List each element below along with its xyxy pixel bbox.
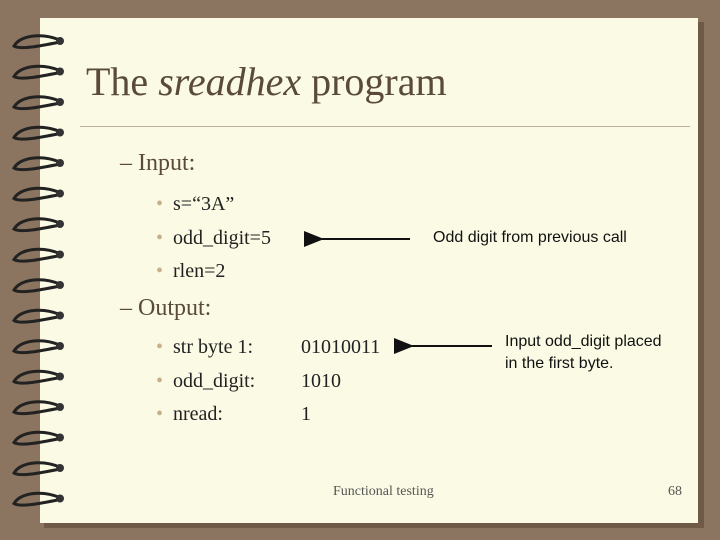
page-number: 68 xyxy=(668,484,682,499)
binding-hole-icon xyxy=(56,342,64,350)
binding-hole-icon xyxy=(56,403,64,411)
title-divider xyxy=(80,126,690,127)
output-heading: – Output: xyxy=(120,295,212,321)
binding-ring-icon xyxy=(14,219,60,231)
binding-hole-icon xyxy=(56,98,64,106)
output-item xyxy=(156,370,255,393)
binding-hole-icon xyxy=(56,434,64,442)
bullet-icon: • xyxy=(156,403,164,425)
bullet-icon: • xyxy=(156,260,164,282)
title-prefix: The xyxy=(86,59,159,104)
binding-hole-icon xyxy=(56,312,64,320)
footer-text: Functional testing xyxy=(333,484,434,499)
binding-hole-icon xyxy=(56,37,64,45)
output-item-label: str byte 1: xyxy=(173,336,254,358)
binding-ring-icon xyxy=(14,310,60,322)
bullet-icon: • xyxy=(156,227,164,249)
placed-note-line: Input odd_digit placed xyxy=(505,333,662,350)
binding-ring-icon xyxy=(14,341,60,353)
input-item xyxy=(156,193,234,216)
binding-ring-icon xyxy=(14,127,60,139)
binding-hole-icon xyxy=(56,220,64,228)
input-item xyxy=(156,227,271,250)
binding-ring-icon xyxy=(14,249,60,261)
binding-hole-icon xyxy=(56,251,64,259)
input-item-text: s=“3A” xyxy=(173,193,235,215)
binding-ring-icon xyxy=(14,158,60,170)
binding-hole-icon xyxy=(56,68,64,76)
placed-note xyxy=(505,331,662,375)
bullet-icon: • xyxy=(156,370,164,392)
input-heading: – Input: xyxy=(120,150,196,176)
binding-hole-icon xyxy=(56,464,64,472)
binding-ring-icon xyxy=(14,280,60,292)
input-item-text: odd_digit=5 xyxy=(173,227,271,249)
binding-ring-icon xyxy=(14,66,60,78)
output-value: 01010011 xyxy=(301,336,381,358)
binding-ring-icon xyxy=(14,188,60,200)
binding-ring-icon xyxy=(14,36,60,48)
bullet-icon: • xyxy=(156,336,164,358)
input-item-text: rlen=2 xyxy=(173,260,226,282)
title-suffix: program xyxy=(301,59,447,104)
input-item xyxy=(156,260,225,283)
binding-hole-icon xyxy=(56,159,64,167)
title-italic: sreadhex xyxy=(158,59,302,104)
output-item xyxy=(156,403,223,426)
binding-ring-icon xyxy=(14,463,60,475)
binding-hole-icon xyxy=(56,373,64,381)
binding-ring-icon xyxy=(14,371,60,383)
bullet-icon: • xyxy=(156,193,164,215)
spiral-binding-icon xyxy=(0,0,80,540)
binding-hole-icon xyxy=(56,495,64,503)
odd-digit-note: Odd digit from previous call xyxy=(433,229,627,246)
output-value: 1010 xyxy=(301,370,341,392)
output-item-label: odd_digit: xyxy=(173,370,256,392)
binding-hole-icon xyxy=(56,190,64,198)
placed-note-line: in the first byte. xyxy=(505,355,614,372)
binding-ring-icon xyxy=(14,493,60,505)
binding-ring-icon xyxy=(14,432,60,444)
binding-hole-icon xyxy=(56,281,64,289)
output-item xyxy=(156,336,253,359)
output-item-label: nread: xyxy=(173,403,223,425)
binding-ring-icon xyxy=(14,402,60,414)
binding-ring-icon xyxy=(14,97,60,109)
output-value: 1 xyxy=(301,403,311,425)
binding-hole-icon xyxy=(56,129,64,137)
slide-title xyxy=(86,58,447,105)
